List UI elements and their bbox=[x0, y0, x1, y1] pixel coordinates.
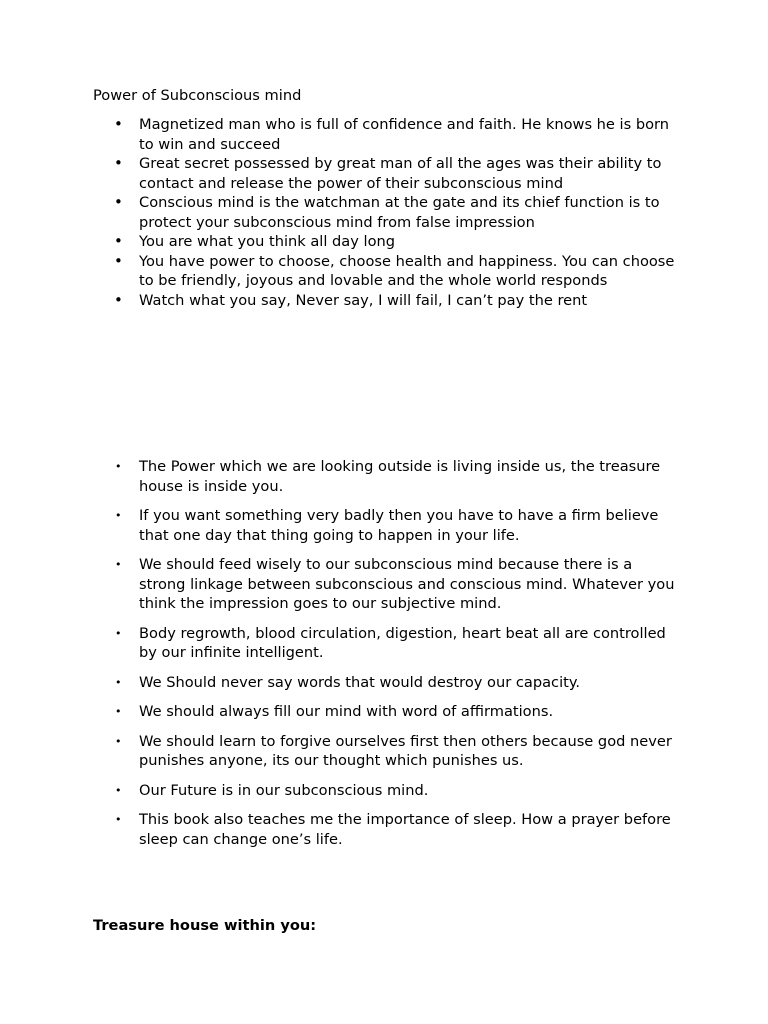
list-item bbox=[0, 702, 679, 722]
list-item-text: This book also teaches me the importance of sleep. How a prayer before sleep can change one’s life. bbox=[139, 811, 671, 848]
list-item-text: You are what you think all day long bbox=[139, 233, 396, 250]
bullet-icon: • bbox=[115, 509, 122, 522]
bullet-icon: • bbox=[115, 705, 122, 718]
bullet-icon: • bbox=[115, 626, 122, 640]
bullet-list-secondary bbox=[0, 457, 768, 859]
list-item-text: Conscious mind is the watchman at the gate and its chief function is to protect your subconscious mind from false impression bbox=[139, 194, 660, 231]
list-item bbox=[0, 673, 679, 693]
list-item bbox=[0, 193, 679, 232]
page-title: Power of Subconscious mind bbox=[93, 87, 302, 104]
bullet-icon: • bbox=[115, 734, 122, 748]
list-item-text: We Should never say words that would destroy our capacity. bbox=[139, 673, 581, 691]
list-item bbox=[0, 232, 679, 252]
section-heading: Treasure house within you: bbox=[93, 917, 317, 934]
list-item-text: We should always fill our mind with word of affirmations. bbox=[139, 703, 554, 720]
bullet-icon: • bbox=[114, 251, 123, 270]
bullet-icon: • bbox=[115, 783, 122, 797]
list-item-text: Body regrowth, blood circulation, digestion, heart beat all are controlled by our infinite intelligent. bbox=[139, 624, 666, 661]
bullet-icon: • bbox=[114, 154, 123, 172]
bullet-icon: • bbox=[114, 232, 123, 250]
bullet-icon: • bbox=[115, 675, 122, 689]
list-item-text: Magnetized man who is full of confidence and faith. He knows he is born to win and succeed bbox=[139, 116, 670, 153]
list-item bbox=[0, 732, 679, 771]
bullet-icon: • bbox=[115, 460, 122, 473]
list-item-text: The Power which we are looking outside is living inside us, the treasure house is inside you. bbox=[139, 458, 661, 495]
list-item-text: We should feed wisely to our subconscious mind because there is a strong linkage between subconscious and conscious mind. Whatever you think the impression goes to our subjective mind. bbox=[139, 556, 675, 612]
list-item bbox=[0, 252, 679, 291]
list-item-text: Watch what you say, Never say, I will fail, I can’t pay the rent bbox=[139, 291, 588, 309]
bullet-icon: • bbox=[115, 813, 122, 826]
list-item bbox=[0, 506, 679, 545]
bullet-icon: • bbox=[114, 290, 123, 309]
bullet-icon: • bbox=[115, 558, 122, 571]
bullet-icon: • bbox=[114, 193, 123, 211]
list-item bbox=[0, 457, 679, 496]
list-item bbox=[0, 624, 679, 663]
list-item bbox=[0, 154, 679, 193]
list-item-text: If you want something very badly then you have to have a firm believe that one day that thing going to happen in your life. bbox=[139, 507, 659, 544]
bullet-list-primary bbox=[0, 115, 768, 310]
list-item bbox=[0, 810, 679, 849]
list-item-text: We should learn to forgive ourselves first then others because god never punishes anyone, its our thought which punishes us. bbox=[139, 732, 672, 769]
list-item bbox=[0, 555, 679, 614]
list-item bbox=[0, 115, 679, 154]
bullet-icon: • bbox=[114, 115, 123, 133]
list-item-text: Great secret possessed by great man of all the ages was their ability to contact and release the power of their subconscious mind bbox=[139, 155, 662, 192]
list-item bbox=[0, 781, 679, 801]
list-item-text: Our Future is in our subconscious mind. bbox=[139, 781, 429, 799]
list-item-text: You have power to choose, choose health and happiness. You can choose to be friendly, joyous and lovable and the whole world responds bbox=[139, 252, 675, 289]
list-item bbox=[0, 291, 679, 311]
